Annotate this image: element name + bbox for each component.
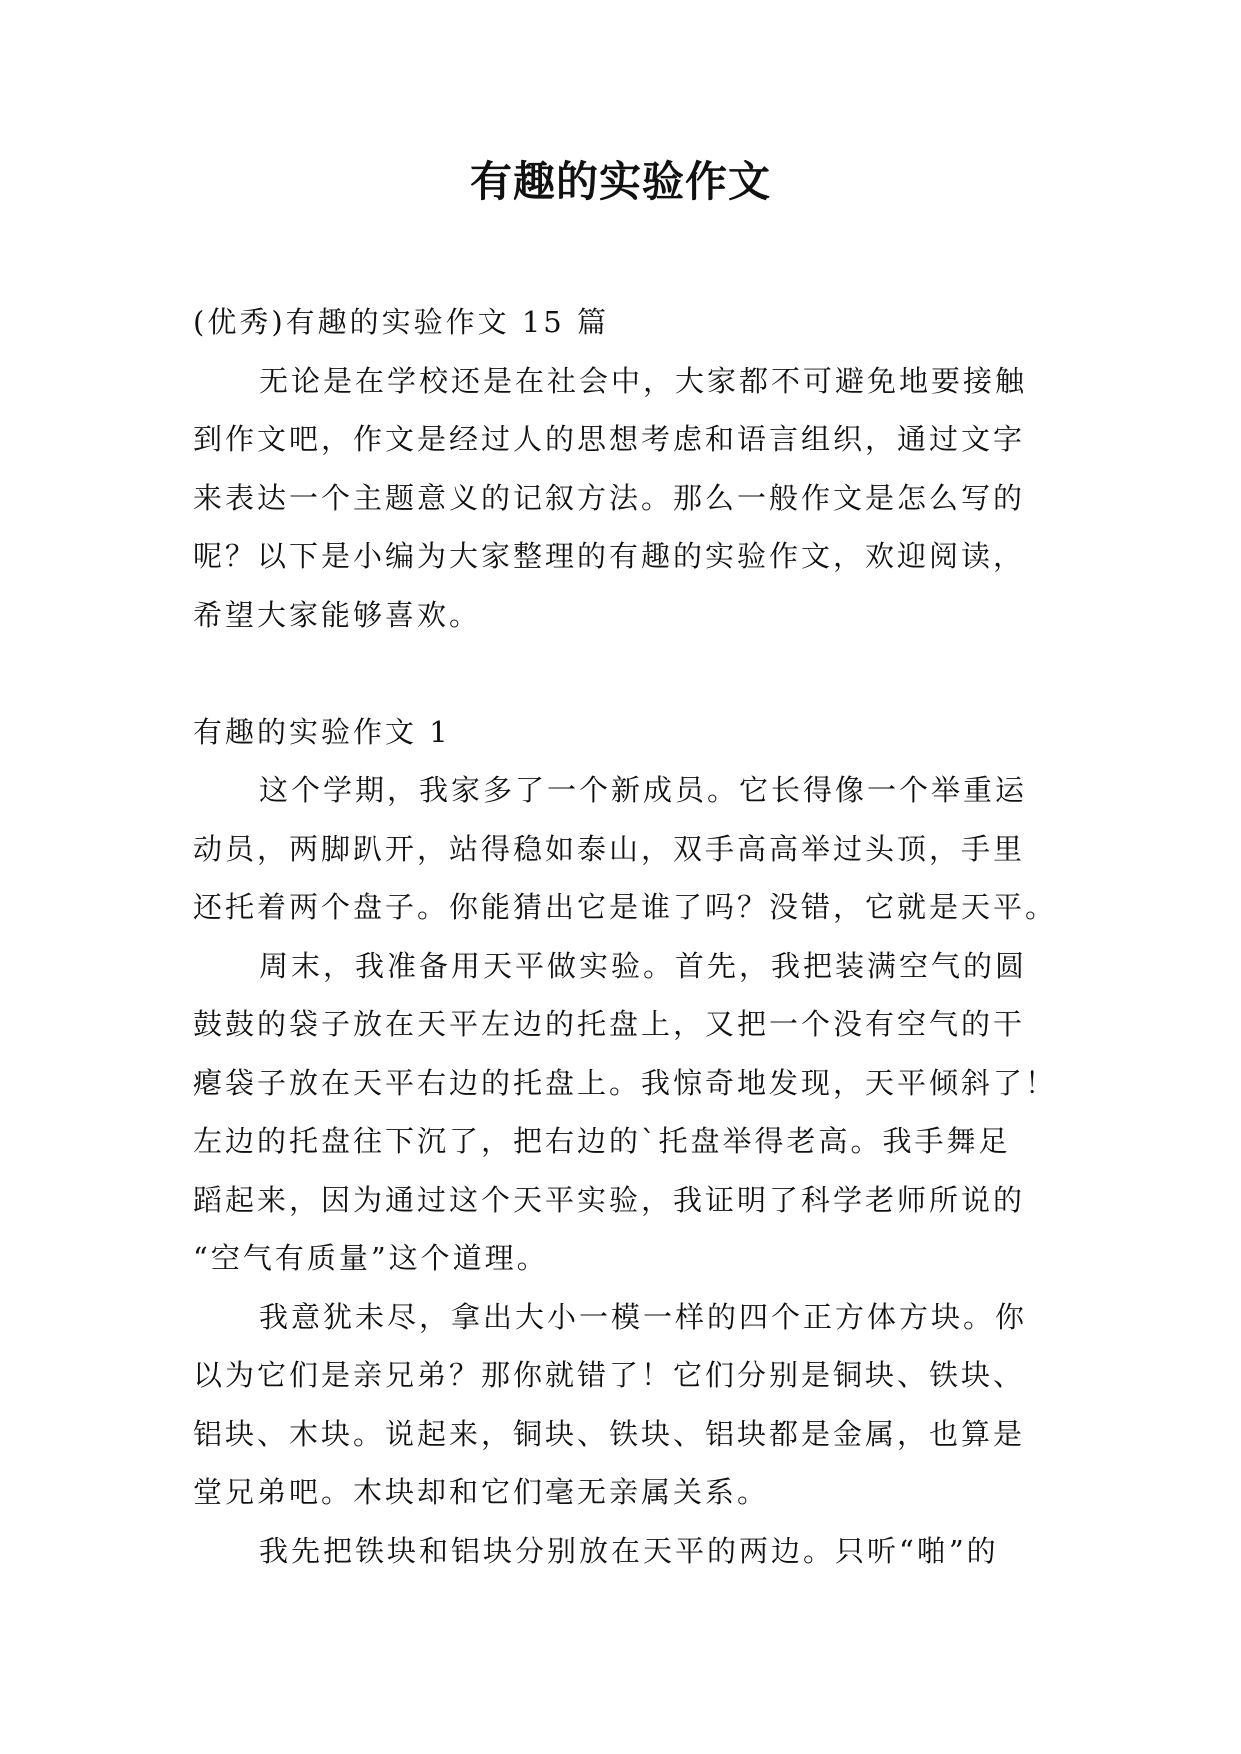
paragraph: [193, 1522, 1073, 1581]
intro-paragraph: [193, 352, 1073, 645]
section-heading: 有趣的实验作文 1: [193, 714, 451, 749]
paragraph-line: 希望大家能够喜欢。: [193, 597, 482, 632]
paragraph-line: 无论是在学校还是在社会中，大家都不可避免地要接触: [259, 363, 1028, 398]
document-title: 有趣的实验作文: [469, 157, 771, 206]
paragraph-line: 这个学期，我家多了一个新成员。它长得像一个举重运: [259, 773, 1028, 807]
paragraph-line: 瘪袋子放在天平右边的托盘上。我惊奇地发现，天平倾斜了！: [193, 1065, 1058, 1100]
paragraph: [193, 937, 1073, 1288]
paragraph-line: 呢？以下是小编为大家整理的有趣的实验作文，欢迎阅读，: [193, 539, 1026, 573]
paragraph-line: 蹈起来，因为通过这个天平实验，我证明了科学老师所说的: [193, 1182, 1026, 1217]
document-body: [193, 293, 1073, 1580]
paragraph-line: 来表达一个主题意义的记叙方法。那么一般作文是怎么写的: [193, 480, 1026, 515]
paragraph-line: 铝块、木块。说起来，铜块、铁块、铝块都是金属，也算是: [193, 1416, 1026, 1451]
paragraph-line: 到作文吧，作文是经过人的思想考虑和语言组织，通过文字: [193, 422, 1026, 456]
paragraph-line: “空气有质量”这个道理。: [193, 1241, 549, 1275]
paragraph-line: 鼓鼓的袋子放在天平左边的托盘上，又把一个没有空气的干: [193, 1007, 1026, 1041]
blank-line: [193, 644, 1073, 703]
paragraph-line: 动员，两脚趴开，站得稳如泰山，双手高高举过头顶，手里: [193, 831, 1026, 866]
paragraph-line: 左边的托盘往下沉了，把右边的`托盘举得老高。我手舞足: [193, 1124, 1011, 1158]
paragraph-line: 我意犹未尽，拿出大小一模一样的四个正方体方块。你: [259, 1299, 1028, 1334]
paragraph-line: 还托着两个盘子。你能猜出它是谁了吗？没错，它就是天平。: [193, 890, 1058, 924]
document-subtitle: (优秀)有趣的实验作文 15 篇: [193, 305, 609, 339]
paragraph-line: 我先把铁块和铝块分别放在天平的两边。只听“啪”的: [259, 1533, 999, 1568]
paragraph-line: 堂兄弟吧。木块却和它们毫无亲属关系。: [193, 1475, 770, 1509]
paragraph: [193, 1288, 1073, 1522]
paragraph-line: 以为它们是亲兄弟？那你就错了！它们分别是铜块、铁块、: [193, 1358, 1026, 1392]
paragraph-line: 周末，我准备用天平做实验。首先，我把装满空气的圆: [259, 948, 1028, 983]
paragraph: [193, 761, 1073, 937]
